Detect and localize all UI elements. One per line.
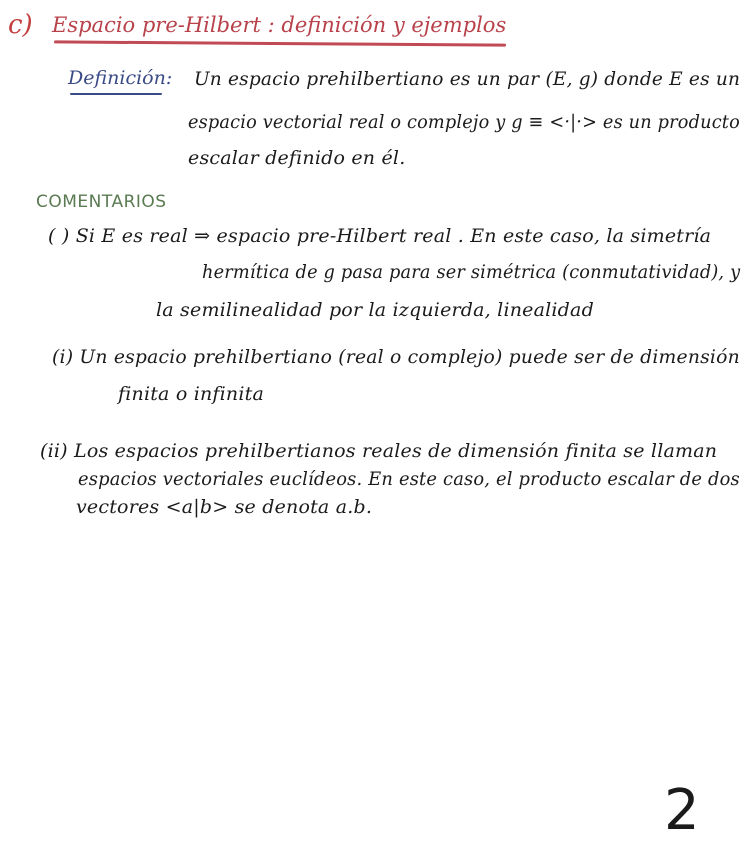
comment-2-line-2: espacios vectoriales euclídeos. En este caso, el producto escalar de dos [78, 468, 740, 490]
comment-2-line-3: vectores <a|b> se denota a.b. [76, 496, 373, 518]
comment-1-line-2: finita o infinita [118, 383, 265, 405]
page-number: 2 [664, 778, 700, 843]
definition-line-2: espacio vectorial real o complejo y g ≡ <·|·> es un producto [188, 111, 740, 133]
definition-underline [70, 93, 162, 95]
comments-heading: COMENTARIOS [36, 192, 167, 212]
title-underline [54, 40, 506, 46]
comment-0-line-3: la semilinealidad por la izquierda, linealidad [156, 299, 594, 321]
section-title-text: Espacio pre-Hilbert : definición y ejemplos [52, 13, 507, 37]
definition-line-3: escalar definido en él. [188, 147, 406, 169]
comment-1-line-1: (i) Un espacio prehilbertiano (real o complejo) puede ser de dimensión [52, 346, 740, 368]
comment-0-line-2: hermítica de g pasa para ser simétrica (conmutatividad), y [202, 261, 741, 283]
section-label: c) [8, 10, 33, 40]
definition-line-1: Un espacio prehilbertiano es un par (E, g) donde E es un [194, 68, 741, 90]
comment-0-line-1: ( ) Si E es real ⇒ espacio pre-Hilbert real . En este caso, la simetría [48, 225, 712, 247]
comment-2-line-1: (ii) Los espacios prehilbertianos reales de dimensión finita se llaman [40, 440, 718, 462]
section-title [8, 4, 508, 48]
definition-label: Definición: [68, 67, 173, 89]
